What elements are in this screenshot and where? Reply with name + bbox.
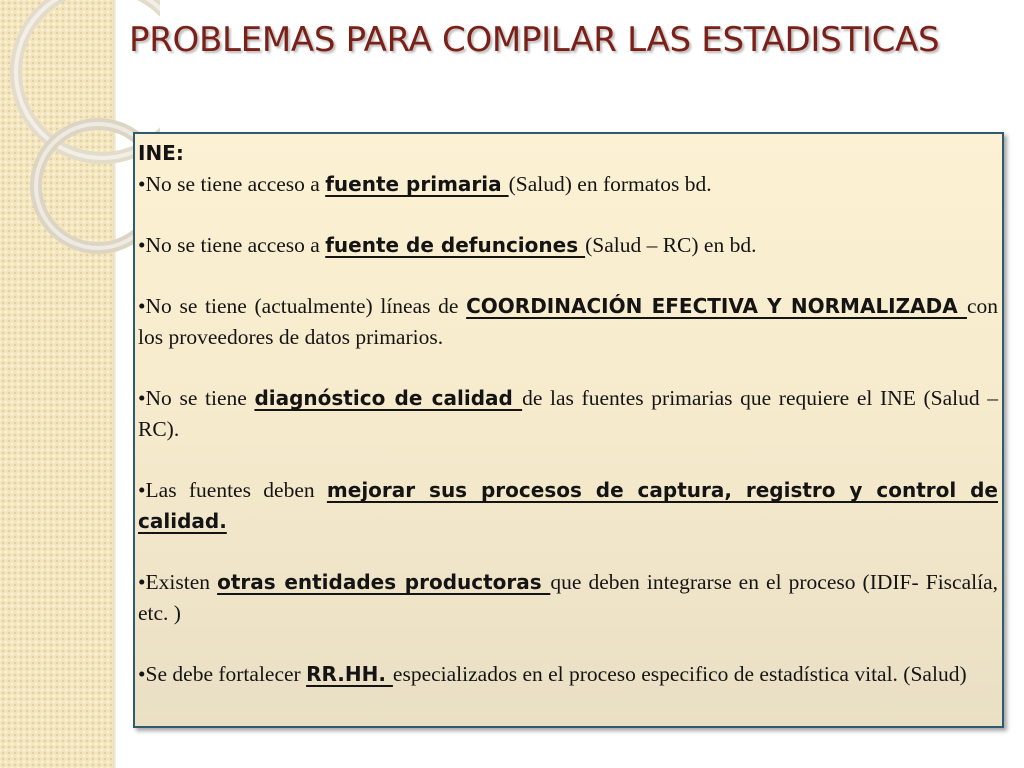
bullet-text: No se tiene (actualmente) líneas de: [145, 294, 467, 318]
bullet-emphasis: otras entidades productoras: [217, 570, 551, 594]
bullet-text: No se tiene acceso a: [145, 233, 326, 257]
bullet-text: de las fuentes primarias que requiere el INE (Salud – RC).: [138, 386, 999, 441]
bullet-text: (Salud – RC) en bd.: [585, 233, 757, 257]
bullet-emphasis: diagnóstico de calidad: [254, 386, 523, 410]
bullet-marker: •: [138, 172, 146, 196]
bullet-text: Se debe fortalecer: [145, 662, 307, 686]
bullet-text: Las fuentes deben: [145, 478, 327, 502]
bullet-marker: •: [138, 662, 146, 686]
bullet-item-3: [138, 291, 998, 353]
slide-title: PROBLEMAS PARA COMPILAR LAS ESTADISTICAS: [129, 20, 940, 60]
bullet-text: No se tiene: [145, 386, 255, 410]
bullet-item-7: [138, 659, 998, 690]
content-box: [133, 132, 1004, 728]
bullet-item-5: [138, 475, 998, 537]
bullet-emphasis: fuente primaria: [325, 172, 509, 196]
bullet-marker: •: [138, 570, 146, 594]
bullet-text: (Salud) en formatos bd.: [508, 172, 712, 196]
bullet-item-4: [138, 383, 998, 445]
bullet-marker: •: [138, 233, 146, 257]
bullet-marker: •: [138, 294, 146, 318]
bullet-emphasis: mejorar sus procesos de captura, registro y control de calidad.: [138, 478, 998, 533]
bullet-text: con los proveedores de datos primarios.: [138, 294, 998, 349]
ine-heading-line: [138, 138, 998, 169]
bullet-marker: •: [138, 386, 146, 410]
bullet-item-1: [138, 169, 998, 200]
bullet-emphasis: RR.HH.: [306, 662, 393, 686]
bullet-item-6: [138, 567, 998, 629]
bullet-text: especializados en el proceso especifico de estadística vital. (Salud): [392, 662, 967, 686]
bullet-emphasis: fuente de defunciones: [325, 233, 586, 257]
bullet-marker: •: [138, 478, 146, 502]
bullet-text: No se tiene acceso a: [145, 172, 326, 196]
bullet-text: Existen: [145, 570, 218, 594]
bullet-emphasis: COORDINACIÓN EFECTIVA Y NORMALIZADA: [466, 294, 967, 318]
bullet-item-2: [138, 230, 998, 261]
bullet-text: que deben integrarse en el proceso (IDIF- Fiscalía, etc. ): [138, 570, 998, 625]
ine-heading: INE:: [138, 141, 184, 165]
